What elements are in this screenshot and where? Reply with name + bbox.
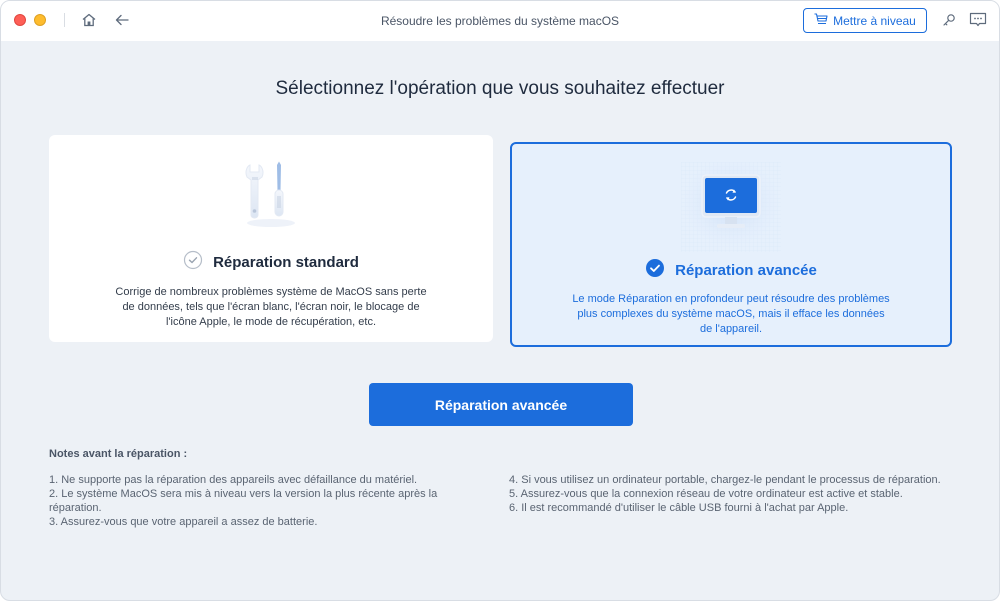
upgrade-label: Mettre à niveau: [833, 13, 916, 28]
note-item: 1. Ne supporte pas la réparation des appareils avec défaillance du matériel.: [49, 474, 418, 486]
option-card-advanced-repair[interactable]: [510, 142, 952, 347]
option-title: Réparation avancée: [675, 262, 817, 279]
cart-icon: [814, 13, 828, 28]
start-advanced-repair-button[interactable]: Réparation avancée: [369, 383, 633, 426]
upgrade-button[interactable]: [803, 8, 927, 33]
note-item: 2. Le système MacOS sera mis à niveau vers la version la plus récente après la réparation.: [49, 488, 438, 514]
note-item: 3. Assurez-vous que votre appareil a assez de batterie.: [49, 516, 318, 528]
note-item: 6. Il est recommandé d'utiliser le câble USB fourni à l'achat par Apple.: [509, 502, 849, 514]
unselected-check-icon[interactable]: [183, 250, 203, 275]
option-description: Le mode Réparation en profondeur peut résoudre des problèmes plus complexes du système macOS, mais il efface les données de l'appareil.: [572, 293, 890, 335]
option-title: Réparation standard: [213, 254, 359, 271]
window-title: Résoudre les problèmes du système macOS: [380, 14, 620, 28]
notes-list-left: [49, 473, 469, 529]
notes-title: Notes avant la réparation :: [49, 448, 188, 460]
selected-check-icon[interactable]: [645, 258, 665, 283]
title-bar: [1, 1, 999, 41]
option-card-standard-repair[interactable]: [49, 135, 493, 342]
note-item: 5. Assurez-vous que la connexion réseau de votre ordinateur est active et stable.: [509, 488, 903, 500]
page-title: Sélectionnez l'opération que vous souhaitez effectuer: [275, 78, 725, 99]
notes-list-right: [509, 473, 949, 515]
card-heading: [512, 258, 950, 283]
option-description: Corrige de nombreux problèmes système de MacOS sans perte de données, tels que l'écran blanc, l'écran noir, le blocage de l'icône Apple, le mode de récupération, etc.: [115, 286, 427, 328]
wrench-screwdriver-icon: [236, 161, 306, 231]
card-heading: [49, 250, 493, 275]
key-icon[interactable]: [940, 11, 958, 29]
monitor-refresh-icon: [681, 162, 781, 252]
note-item: 4. Si vous utilisez un ordinateur portable, chargez-le pendant le processus de réparation.: [509, 474, 941, 486]
feedback-chat-icon[interactable]: [969, 11, 987, 29]
